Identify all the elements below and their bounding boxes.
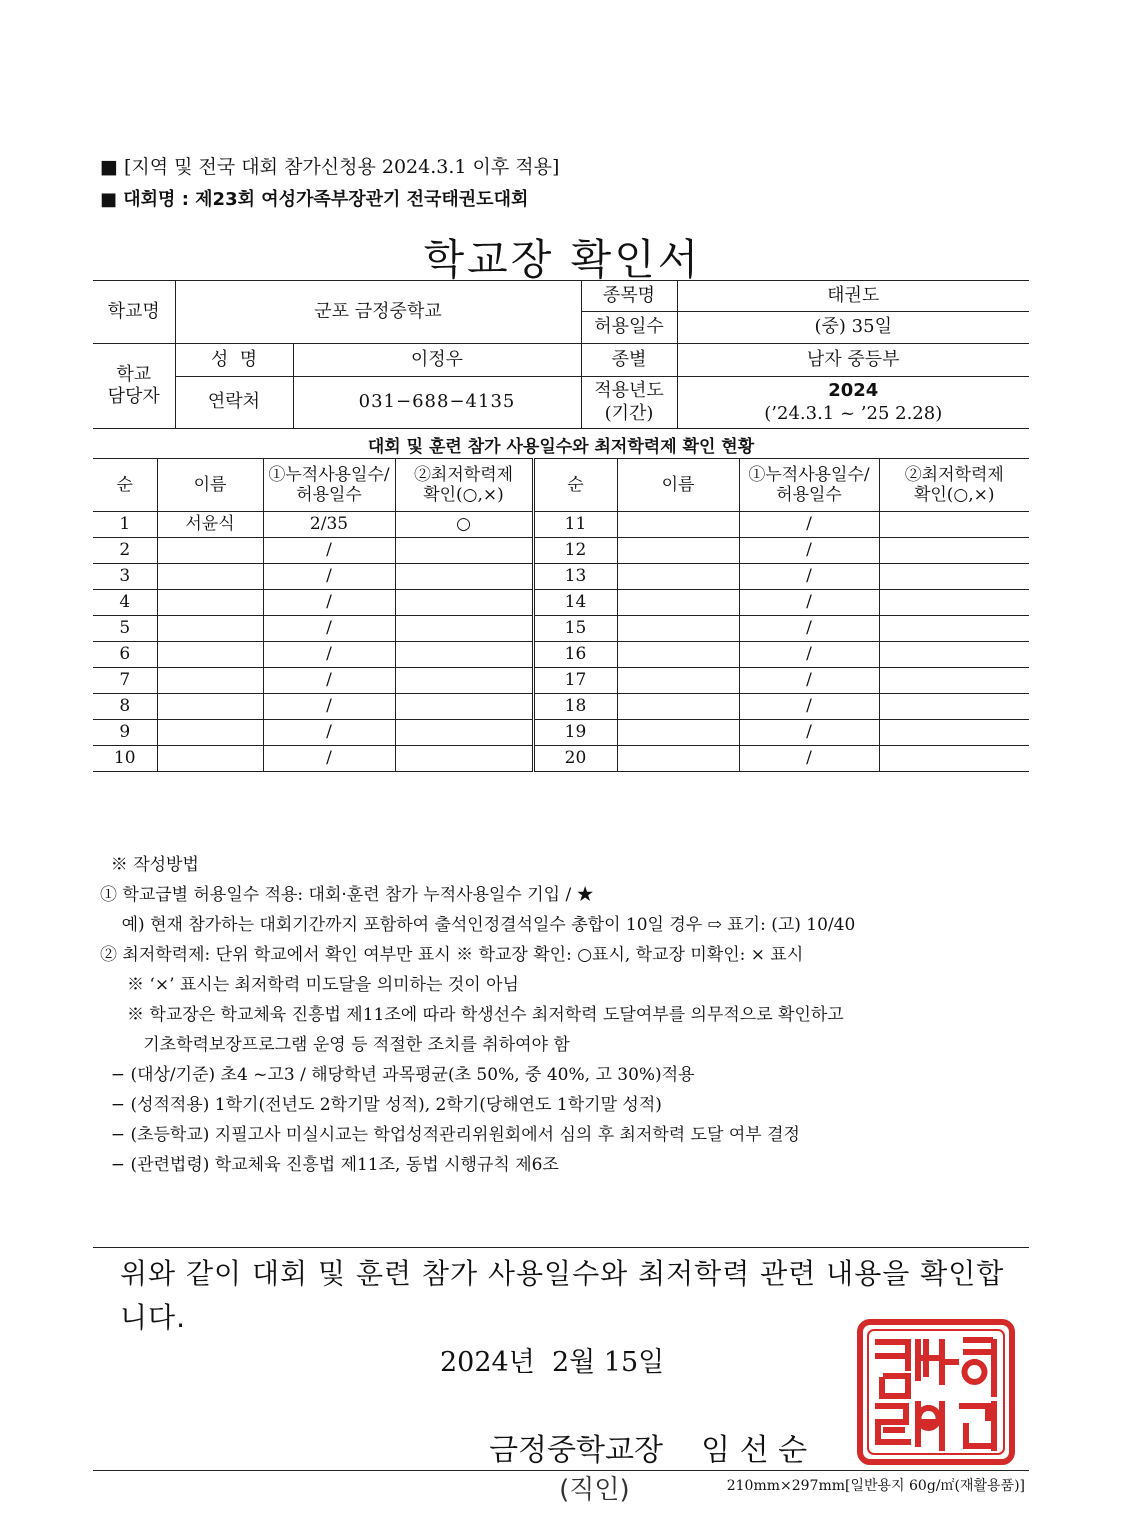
- row-days: /: [263, 668, 395, 694]
- row-no: 13: [533, 564, 617, 590]
- row-check: [879, 512, 1029, 538]
- row-name: [617, 564, 739, 590]
- school-name: 군포 금정중학교: [175, 281, 581, 344]
- note-line: ※ 작성방법: [100, 855, 199, 875]
- col-no: 순: [93, 459, 157, 512]
- row-name: [157, 564, 263, 590]
- row-no: 7: [93, 668, 157, 694]
- row-days: /: [263, 746, 395, 772]
- row-name: [617, 512, 739, 538]
- competition-name: ■ 대회명 : 제23회 여성가족부장관기 전국태권도대회: [100, 189, 529, 210]
- row-no: 16: [533, 642, 617, 668]
- row-no: 19: [533, 720, 617, 746]
- year-value: 2024: [828, 380, 879, 401]
- name-value: 이정우: [293, 344, 581, 377]
- row-name: [157, 590, 263, 616]
- school-info-table: [93, 280, 1029, 429]
- row-name: [617, 590, 739, 616]
- row-name: 서윤식: [157, 512, 263, 538]
- row-days: /: [739, 746, 879, 772]
- table-row: [93, 668, 1029, 694]
- writing-instructions: [100, 850, 855, 1180]
- allowed-days-value: (중) 35일: [677, 312, 1029, 344]
- note-line: 예) 현재 참가하는 대회기간까지 포함하여 출석인정결석일수 총합이 10일 경우 ⇨ 표기: (고) 10/40: [100, 915, 856, 935]
- year-label: 적용년도 (기간): [581, 377, 677, 429]
- row-check: [879, 746, 1029, 772]
- official-seal-stamp: [856, 1318, 1016, 1466]
- phone-label: 연락처: [175, 377, 293, 429]
- row-check: [395, 720, 533, 746]
- row-check: ○: [395, 512, 533, 538]
- row-no: 9: [93, 720, 157, 746]
- row-name: [617, 694, 739, 720]
- col-no-2: 순: [533, 459, 617, 512]
- category-value: 남자 중등부: [677, 344, 1029, 377]
- table-row: [93, 694, 1029, 720]
- row-name: [617, 668, 739, 694]
- row-check: [395, 642, 533, 668]
- row-days: /: [739, 564, 879, 590]
- note-line: ※ 학교장은 학교체육 진흥법 제11조에 따라 학생선수 최저학력 도달여부를 의무적으로 확인하고: [100, 1005, 844, 1025]
- row-days: /: [739, 642, 879, 668]
- col-days-2: ①누적사용일수/ 허용일수: [739, 459, 879, 512]
- row-check: [879, 720, 1029, 746]
- row-check: [395, 746, 533, 772]
- row-no: 15: [533, 616, 617, 642]
- table-row: [93, 564, 1029, 590]
- row-days: /: [739, 590, 879, 616]
- row-check: [879, 616, 1029, 642]
- row-name: [617, 720, 739, 746]
- row-days: /: [263, 694, 395, 720]
- row-check: [879, 694, 1029, 720]
- row-check: [879, 642, 1029, 668]
- table-row: [93, 538, 1029, 564]
- row-name: [617, 538, 739, 564]
- col-days: ①누적사용일수/ 허용일수: [263, 459, 395, 512]
- period-value: (’24.3.1 ~ ’25 2.28): [764, 402, 943, 424]
- allowed-days-label: 허용일수: [581, 312, 677, 344]
- seal-label: (직인): [559, 1475, 630, 1505]
- row-no: 20: [533, 746, 617, 772]
- row-name: [157, 642, 263, 668]
- row-no: 11: [533, 512, 617, 538]
- contact-person-label: 학교 담당자: [93, 344, 175, 429]
- table-row: [93, 720, 1029, 746]
- row-check: [395, 668, 533, 694]
- row-days: /: [739, 668, 879, 694]
- row-days: /: [263, 538, 395, 564]
- col-name: 이름: [157, 459, 263, 512]
- col-name-2: 이름: [617, 459, 739, 512]
- row-name: [617, 746, 739, 772]
- table-row: [93, 746, 1029, 772]
- divider: [93, 1470, 1029, 1471]
- row-check: [879, 538, 1029, 564]
- row-check: [879, 668, 1029, 694]
- note-line: 기초학력보장프로그램 운영 등 적절한 조치를 취하여야 함: [100, 1035, 570, 1055]
- table-row: [93, 616, 1029, 642]
- form-usage-header: ■ [지역 및 전국 대회 참가신청용 2024.3.1 이후 적용]: [100, 156, 560, 178]
- row-no: 6: [93, 642, 157, 668]
- participation-table: [93, 458, 1029, 772]
- row-days: /: [739, 694, 879, 720]
- row-days: /: [263, 720, 395, 746]
- paper-spec: 210mm×297mm[일반용지 60g/㎡(재활용품)]: [726, 1478, 1025, 1494]
- row-no: 2: [93, 538, 157, 564]
- row-name: [157, 720, 263, 746]
- note-line: − (성적적용) 1학기(전년도 2학기말 성적), 2학기(당해연도 1학기말 성적): [100, 1095, 662, 1115]
- row-name: [617, 642, 739, 668]
- note-line: ※ ‘×’ 표시는 최저학력 미도달을 의미하는 것이 아님: [100, 975, 519, 995]
- row-name: [157, 668, 263, 694]
- row-check: [395, 564, 533, 590]
- status-section-title: 대회 및 훈련 참가 사용일수와 최저학력제 확인 현황: [367, 437, 755, 457]
- row-no: 3: [93, 564, 157, 590]
- row-name: [157, 616, 263, 642]
- row-no: 12: [533, 538, 617, 564]
- issue-date: 2024년 2월 15일: [440, 1347, 665, 1378]
- col-check: ②최저학력제 확인(○,×): [395, 459, 533, 512]
- row-check: [395, 616, 533, 642]
- name-label: 성 명: [175, 344, 293, 377]
- row-no: 5: [93, 616, 157, 642]
- row-no: 1: [93, 512, 157, 538]
- principal-name: 금정중학교장 임 선 순: [489, 1433, 808, 1468]
- note-line: − (관련법령) 학교체육 진흥법 제11조, 동법 시행규칙 제6조: [100, 1155, 559, 1175]
- school-label: 학교명: [93, 281, 175, 344]
- row-no: 4: [93, 590, 157, 616]
- row-check: [395, 590, 533, 616]
- row-no: 14: [533, 590, 617, 616]
- row-days: /: [739, 538, 879, 564]
- row-name: [157, 694, 263, 720]
- row-name: [157, 746, 263, 772]
- row-check: [395, 694, 533, 720]
- sport-label: 종목명: [581, 281, 677, 312]
- row-days: /: [263, 564, 395, 590]
- phone-value: 031−688−4135: [293, 377, 581, 429]
- row-name: [157, 538, 263, 564]
- row-days: /: [739, 616, 879, 642]
- note-line: ② 최저학력제: 단위 학교에서 확인 여부만 표시 ※ 학교장 확인: ○표시, 학교장 미확인: × 표시: [100, 945, 804, 965]
- row-check: [879, 590, 1029, 616]
- category-label: 종별: [581, 344, 677, 377]
- table-row: [93, 590, 1029, 616]
- row-name: [617, 616, 739, 642]
- year-cell: [677, 377, 1029, 429]
- note-line: ① 학교급별 허용일수 적용: 대회·훈련 참가 누적사용일수 기입 / ★: [100, 885, 594, 905]
- document-title: 학교장 확인서: [423, 235, 702, 284]
- row-days: /: [739, 720, 879, 746]
- confirmation-statement: 위와 같이 대회 및 훈련 참가 사용일수와 최저학력 관련 내용을 확인합니다.: [120, 1257, 1005, 1334]
- row-days: /: [263, 642, 395, 668]
- row-no: 10: [93, 746, 157, 772]
- table-row: [93, 642, 1029, 668]
- table-row: [93, 512, 1029, 538]
- row-check: [879, 564, 1029, 590]
- sport-value: 태권도: [677, 281, 1029, 312]
- row-days: /: [263, 590, 395, 616]
- col-check-2: ②최저학력제 확인(○,×): [879, 459, 1029, 512]
- row-no: 8: [93, 694, 157, 720]
- row-days: 2/35: [263, 512, 395, 538]
- note-line: − (초등학교) 지필고사 미실시교는 학업성적관리위원회에서 심의 후 최저학력 도달 여부 결정: [100, 1125, 800, 1145]
- row-check: [395, 538, 533, 564]
- note-line: − (대상/기준) 초4 ~고3 / 해당학년 과목평균(초 50%, 중 40%, 고 30%)적용: [100, 1065, 695, 1085]
- row-no: 18: [533, 694, 617, 720]
- row-days: /: [263, 616, 395, 642]
- row-days: /: [739, 512, 879, 538]
- row-no: 17: [533, 668, 617, 694]
- divider: [93, 1247, 1029, 1248]
